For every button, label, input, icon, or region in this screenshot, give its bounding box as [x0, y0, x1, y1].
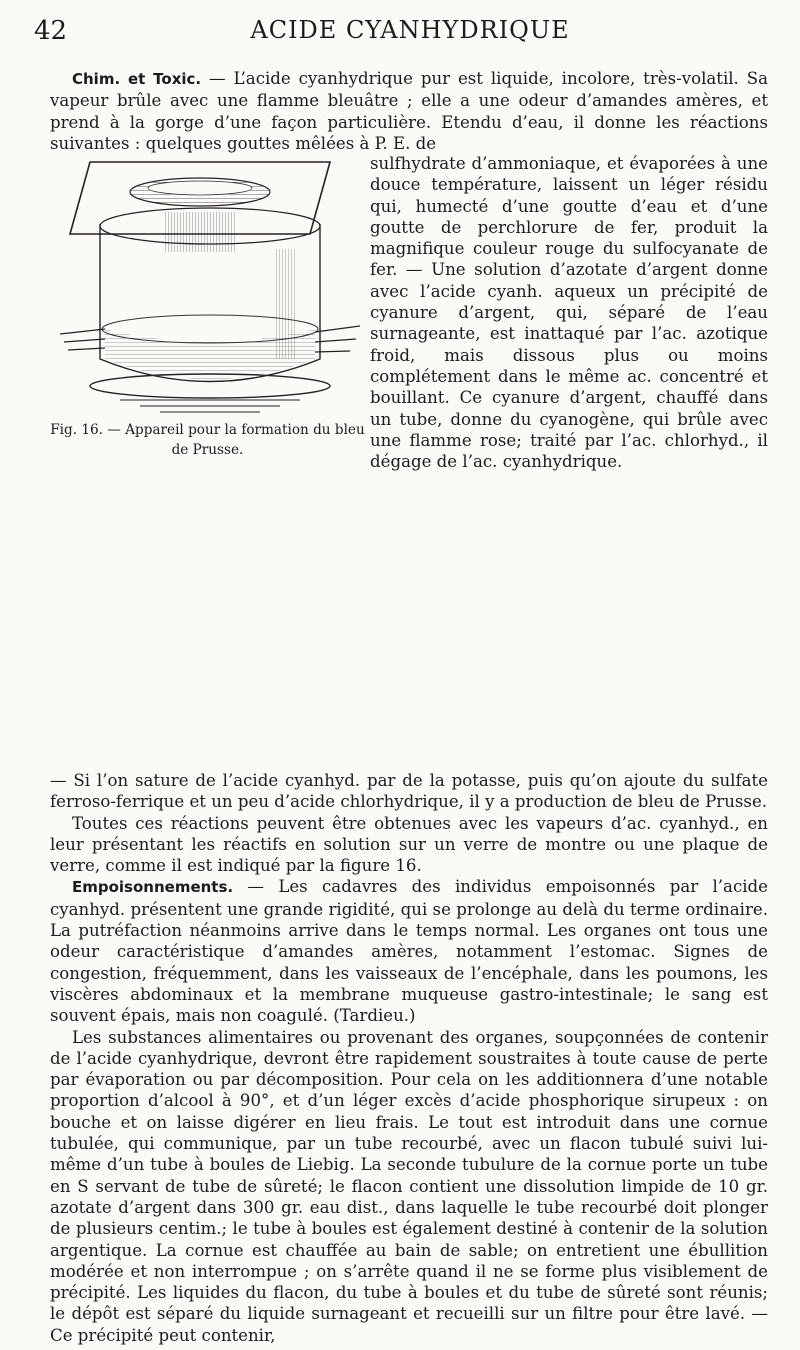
figure-16-illustration: [60, 154, 360, 414]
apparatus-drawing: [60, 154, 360, 414]
intro-text: — L’acide cyanhydrique pur est liquide, incolore, très-volatil. Sa vapeur brûle avec une flamme bleuâtre ; elle a une odeur d’amandes amères, et prend à la gorge d’une façon particulière. Etendu d’eau, il donne les réactions suivantes : quelques gouttes mêlées à P. E. de: [50, 69, 768, 153]
paragraph-empoisonnements: [50, 876, 768, 1026]
main-body: [50, 770, 768, 1346]
page-header: [34, 14, 770, 54]
paragraph-reactions: Toutes ces réactions peuvent être obtenues avec les vapeurs d’ac. cyanhyd., en leur présentant les réactifs en solution sur un verre de montre ou une plaque de verre, comme il est indiqué par la figure 16.: [50, 813, 768, 876]
section-heading-chimie: Chim. et Toxic.: [72, 70, 202, 88]
paragraph-substances: Les substances alimentaires ou provenant des organes, soupçonnées de contenir de l’acide cyanhydrique, devront être rapidement soustraites à toute cause de perte par évaporation ou par décomposition. Pour cela on les additionnera d’une notable proportion d’alcool à 90°, et d’un léger excès d’acide phosphorique sirupeux : on bouche et on laisse digérer en lieu frais. Le tout est introduit dans une cornue tubulée, qui communique, par un tube recourbé, avec un flacon tubulé suivi lui-même d’un tube à boules de Liebig. La seconde tubulure de la cornue porte un tube en S servant de tube de sûreté; le flacon contient une dissolution limpide de 10 gr. azotate d’argent dans 300 gr. eau dist., dans laquelle le tube recourbé doit plonger de plusieurs centim.; le tube à boules est également destiné à contenir de la solution argentique. La cornue est chauffée au bain de sable; on entretient une ébullition modérée et non interrompue ; on s’arrête quand il ne se forme plus visiblement de précipité. Les liquides du flacon, du tube à boules et du tube de sûreté sont réunis; le dépôt est séparé du liquide surnageant et recueilli sur un filtre pour être lavé. — Ce précipité peut contenir,: [50, 1027, 768, 1345]
paragraph-bleu-de-prusse: — Si l’on sature de l’acide cyanhyd. par de la potasse, puis qu’on ajoute du sulfate ferroso-ferrique et un peu d’acide chlorhydrique, il y a production de bleu de Prusse.: [50, 771, 768, 812]
page-number: 42: [34, 16, 68, 46]
intro-paragraph: [50, 68, 768, 154]
running-title: ACIDE CYANHYDRIQUE: [250, 16, 570, 44]
figure-caption: Fig. 16. — Appareil pour la formation du bleu de Prusse.: [50, 422, 365, 458]
page: [34, 0, 770, 1350]
empoisonnements-text: — Les cadavres des individus empoisonnés par l’acide cyanhyd. présentent une grande rigidité, qui se prolonge au delà du terme ordinaire. La putréfaction néanmoins arrive dans le temps normal. Les organes ont tous une odeur caractéristique d’amandes amères, notamment l’estomac. Signes de congestion, fréquemment, dans les vaisseaux de l’encéphale, dans les poumons, les viscères abdominaux et la membrane muqueuse gastro-intestinale; le sang est souvent épais, mais non coagulé. (Tardieu.): [50, 877, 768, 1026]
section-heading-empoisonnements: Empoisonnements.: [72, 878, 234, 897]
right-column-text: sulfhydrate d’ammoniaque, et évaporées à une douce température, laissent un léger résidu qui, humecté d’une goutte d’eau et d’une goutte de perchlorure de fer, produit la magnifique couleur rouge du sulfocyanate de fer. — Une solution d’azotate d’argent donne avec l’acide cyanh. aqueux un précipité de cyanure d’argent, qui, séparé de l’eau surnageante, est inattaqué par l’ac. azotique froid, mais dissous plus ou moins complétement dans le même ac. concentré et bouillant. Ce cyanure d’argent, chauffé dans un tube, donne du cyanogène, qui brûle avec une flamme rose; traité par l’ac. chlorhyd., il dégage de l’ac. cyanhydrique.: [370, 154, 768, 472]
